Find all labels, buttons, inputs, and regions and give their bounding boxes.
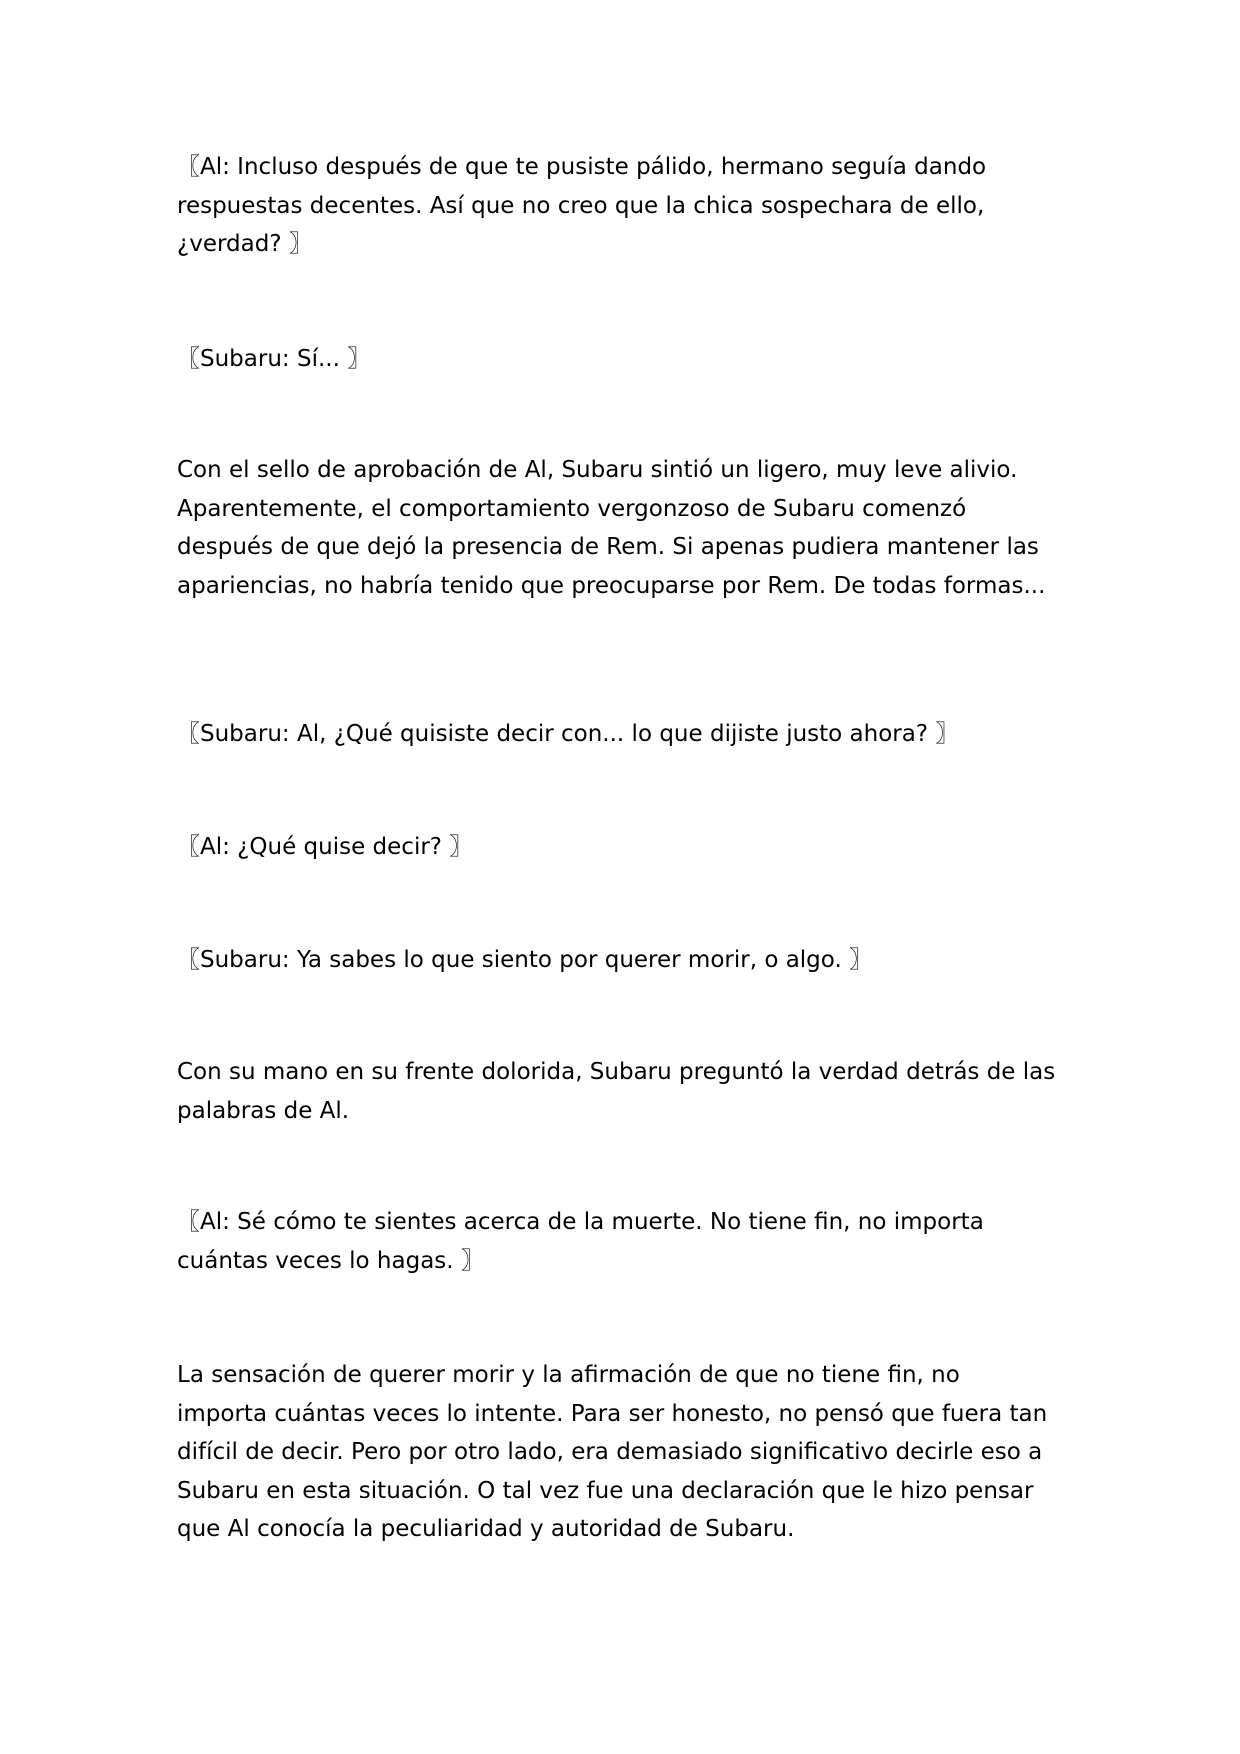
paragraph-dialogue-al-1: 〖Al: Incluso después de que te pusiste pálido, hermano seguía dando respuestas decentes. Así que no creo que la chica sospechara de ello, ¿verdad? 〗 bbox=[177, 154, 987, 257]
paragraph-dialogue-subaru-3: 〖Subaru: Ya sabes lo que siento por querer morir, o algo. 〗 bbox=[177, 947, 873, 973]
paragraph-dialogue-al-3: 〖Al: Sé cómo te sientes acerca de la muerte. No tiene fin, no importa cuántas veces lo hagas. 〗 bbox=[177, 1209, 984, 1274]
paragraph-narration-2: Con su mano en su frente dolorida, Subaru preguntó la verdad detrás de las palabras de Al. bbox=[177, 1059, 1056, 1124]
paragraph-dialogue-al-2: 〖Al: ¿Qué quise decir? 〗 bbox=[177, 834, 473, 860]
paragraph-dialogue-subaru-2: 〖Subaru: Al, ¿Qué quisiste decir con... lo que dijiste justo ahora? 〗 bbox=[177, 721, 959, 747]
paragraph-narration-1: Con el sello de aprobación de Al, Subaru sintió un ligero, muy leve alivio. Aparentemente, el comportamiento vergonzoso de Subaru comenzó después de que dejó la presencia de Rem. Si apenas pudiera mantener las apariencias, no habría tenido que preocuparse por Rem. De todas formas... bbox=[177, 457, 1046, 599]
paragraph-narration-3: La sensación de querer morir y la afirmación de que no tiene fin, no importa cuántas veces lo intente. Para ser honesto, no pensó que fuera tan difícil de decir. Pero por otro lado, era demasiado significativo decirle eso a Subaru en esta situación. O tal vez fue una declaración que le hizo pensar que Al conocía la peculiaridad y autoridad de Subaru. bbox=[177, 1362, 1048, 1542]
paragraph-dialogue-subaru-1: 〖Subaru: Sí... 〗 bbox=[177, 346, 371, 372]
